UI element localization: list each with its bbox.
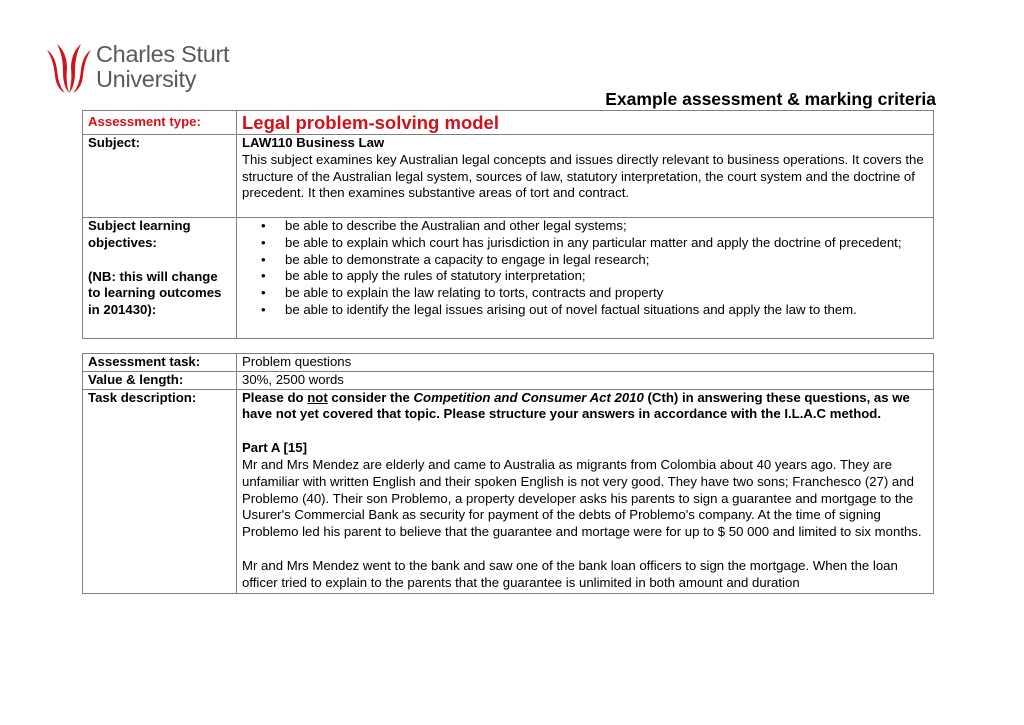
subject-cell [237,135,934,218]
subject-info-table [82,110,934,339]
objective-item: • be able to identify the legal issues arising out of novel factual situations and apply the law to them. [242,302,928,319]
assessment-task-row [83,354,934,372]
task-description-cell [237,389,934,593]
instruction-act-title: Competition and Consumer Act 2010 [413,389,644,405]
task-instructions [242,390,928,424]
objectives-note: (NB: this will change to learning outcomes in 201430): [88,268,222,318]
assessment-type-value: Legal problem-solving model [237,111,934,135]
subject-row [83,135,934,218]
instruction-part1: Please do [242,389,308,405]
objective-item: • be able to describe the Australian and other legal systems; [242,218,928,235]
objectives-label: Subject learning objectives: [88,218,191,250]
problem-paragraph-1: Mr and Mrs Mendez are elderly and came to Australia as migrants from Colombia about 40 years ago. They are unfamiliar with written English and their spoken English is not very good. They have two sons; Franchesco (27) and Problemo (40). Their son Problemo, a property developer asks his parents to sign a guarantee and mortgage to the Usurer's Commercial Bank as security for payment of the debts of Problemo's company. At the time of signing Problemo led his parent to believe that the guarantee and mortage were for up to $ 50 000 and limited to six months. [242,456,922,540]
objectives-list [242,218,928,319]
assessment-task-label: Assessment task: [83,354,237,372]
university-name-line1: Charles Sturt [96,41,230,67]
university-name [96,42,229,92]
university-name-line2: University [96,66,197,92]
subject-label: Subject: [83,135,237,218]
instruction-part2: consider the [327,389,414,405]
assessment-task-value: Problem questions [237,354,934,372]
objectives-label-cell [83,218,237,339]
objectives-row [83,218,934,339]
objective-item: • be able to explain which court has jurisdiction in any particular matter and apply the doctrine of precedent; [242,235,928,252]
instruction-part3: (Cth) in answering these questions, as we have not yet covered that topic. Please structure your answers in accordance with the I.L.A.C method. [242,389,910,422]
part-a-heading: Part A [15] [242,440,307,456]
instruction-not: not [307,389,328,405]
objectives-cell [237,218,934,339]
logo-emblem-icon [45,42,93,94]
subject-description: This subject examines key Australian legal concepts and issues directly relevant to business operations. It covers the structure of the Australian legal system, sources of law, statutory interpretation, the court system and the doctrine of precedent. It then examines substantive areas of tort and contract. [242,151,924,201]
objective-item: • be able to demonstrate a capacity to engage in legal research; [242,252,928,269]
value-length-row [83,371,934,389]
objective-item: • be able to apply the rules of statutory interpretation; [242,268,928,285]
document-heading: Example assessment & marking criteria [605,89,936,109]
problem-paragraph-2: Mr and Mrs Mendez went to the bank and saw one of the bank loan officers to sign the mortgage. When the loan officer tried to explain to the parents that the guarantee is unlimited in both amount and duration [242,557,898,590]
task-description-label: Task description: [83,389,237,593]
assessment-task-table [82,353,934,594]
subject-code: LAW110 Business Law [242,135,385,150]
objective-item: • be able to explain the law relating to torts, contracts and property [242,285,928,302]
task-description-row [83,389,934,593]
value-length-label: Value & length: [83,371,237,389]
value-length-value: 30%, 2500 words [237,371,934,389]
assessment-type-label: Assessment type: [83,111,237,135]
assessment-type-row [83,111,934,135]
